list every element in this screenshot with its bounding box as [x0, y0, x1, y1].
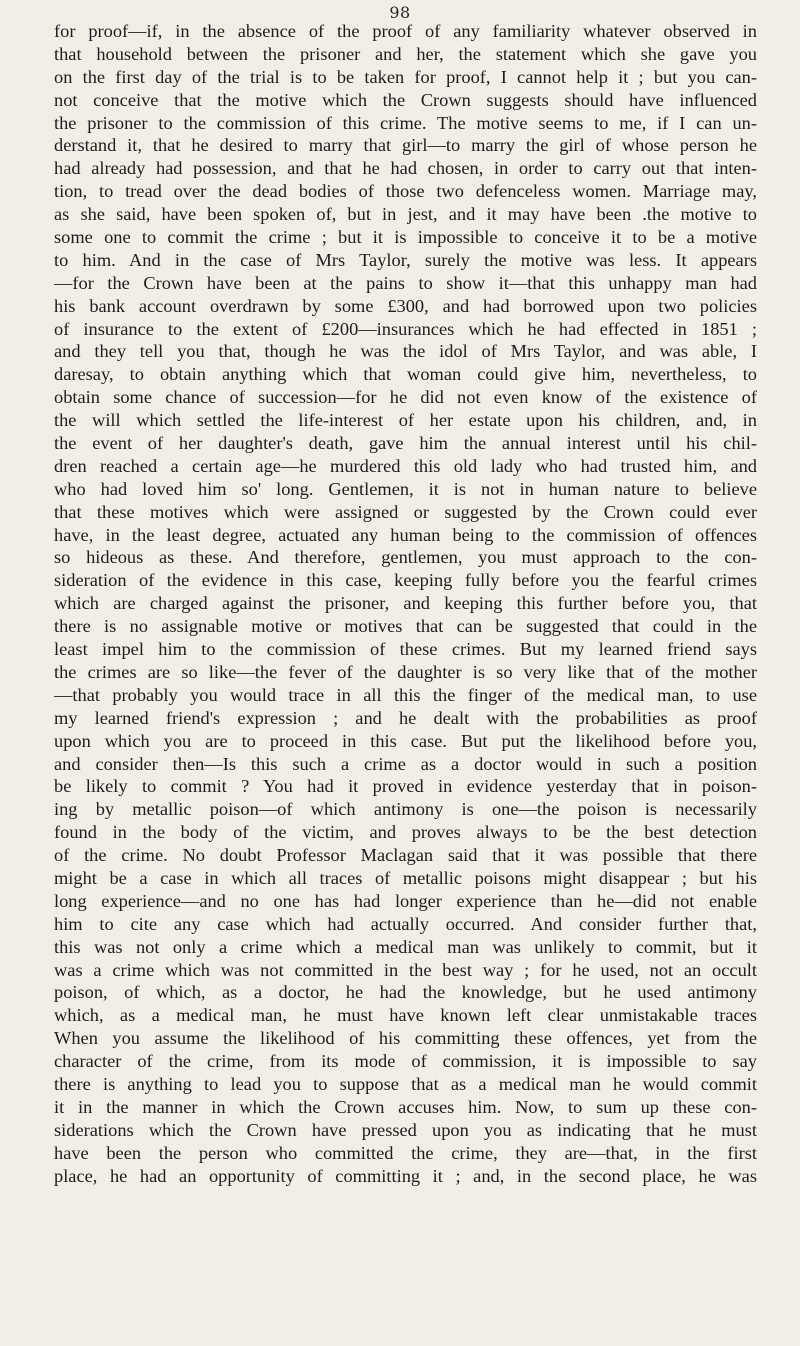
text-line: there is no assignable motive or motives that can be suggested that could in the	[54, 616, 757, 637]
text-line: on the first day of the trial is to be taken for proof, I cannot help it ; but you can-	[54, 66, 757, 87]
text-line: upon which you are to proceed in this case. But put the likelihood before you,	[54, 730, 757, 751]
text-line: as she said, have been spoken of, but in jest, and it may have been .the motive to	[54, 204, 757, 225]
text-line: my learned friend's expression ; and he dealt with the probabilities as proof	[54, 707, 757, 728]
text-line: had already had possession, and that he had chosen, in order to carry out that inten-	[54, 158, 757, 179]
page-number: 98	[389, 3, 411, 22]
text-line: be likely to commit ? You had it proved in evidence yesterday that in poison-	[54, 776, 757, 797]
text-line: derstand it, that he desired to marry that girl—to marry the girl of whose person he	[54, 135, 757, 156]
text-line: least impel him to the commission of these crimes. But my learned friend says	[54, 639, 757, 660]
text-line: daresay, to obtain anything which that woman could give him, nevertheless, to	[54, 364, 757, 385]
text-line: tion, to tread over the dead bodies of those two defenceless women. Marriage may,	[54, 181, 757, 202]
text-line: that household between the prisoner and her, the statement which she gave you	[54, 43, 757, 64]
text-line: sideration of the evidence in this case, keeping fully before you the fearful crimes	[54, 570, 757, 591]
text-line: was a crime which was not committed in the best way ; for he used, not an occult	[54, 959, 757, 980]
text-line: character of the crime, from its mode of commission, it is impossible to say	[54, 1051, 757, 1072]
text-line: not conceive that the motive which the Crown suggests should have influenced	[54, 89, 757, 110]
text-line: the prisoner to the commission of this crime. The motive seems to me, if I can un-	[54, 112, 757, 133]
text-line: the event of her daughter's death, gave him the annual interest until his chil-	[54, 433, 757, 454]
text-line: the will which settled the life-interest of her estate upon his children, and, in	[54, 410, 757, 431]
text-line: to him. And in the case of Mrs Taylor, surely the motive was less. It appears	[54, 249, 757, 270]
text-line: that these motives which were assigned or suggested by the Crown could ever	[54, 501, 757, 522]
text-line: there is anything to lead you to suppose that as a medical man he would commit	[54, 1073, 757, 1094]
text-line: who had loved him so' long. Gentlemen, it is not in human nature to believe	[54, 478, 757, 499]
text-line: for proof—if, in the absence of the proof of any familiarity whatever observed in	[54, 21, 757, 41]
text-line: which are charged against the prisoner, and keeping this further before you, that	[54, 593, 757, 614]
text-line: and they tell you that, though he was the idol of Mrs Taylor, and was able, I	[54, 341, 757, 362]
text-line: so hideous as these. And therefore, gentlemen, you must approach to the con-	[54, 547, 757, 568]
text-line: long experience—and no one has had longer experience than he—did not enable	[54, 890, 757, 911]
text-line: found in the body of the victim, and proves always to be the best detection	[54, 822, 757, 843]
text-line: this was not only a crime which a medical man was unlikely to commit, but it	[54, 936, 757, 957]
text-line: his bank account overdrawn by some £300, and had borrowed upon two policies	[54, 295, 757, 316]
text-line: place, he had an opportunity of committing it ; and, in the second place, he was	[54, 1165, 757, 1186]
text-line: of the crime. No doubt Professor Maclagan said that it was possible that there	[54, 845, 757, 866]
text-line: have, in the least degree, actuated any human being to the commission of offences	[54, 524, 757, 545]
text-line: —that probably you would trace in all this the finger of the medical man, to use	[54, 684, 757, 705]
text-line: When you assume the likelihood of his committing these offences, yet from the	[54, 1028, 757, 1049]
text-line: —for the Crown have been at the pains to show it—that this unhappy man had	[54, 272, 757, 293]
body-text	[54, 20, 757, 1187]
text-line: and consider then—Is this such a crime as a doctor would in such a position	[54, 753, 757, 774]
text-line: poison, of which, as a doctor, he had the knowledge, but he used antimony	[54, 982, 757, 1003]
text-line: it in the manner in which the Crown accuses him. Now, to sum up these con-	[54, 1096, 757, 1117]
text-line: the crimes are so like—the fever of the daughter is so very like that of the mother	[54, 661, 757, 682]
text-line: of insurance to the extent of £200—insurances which he had effected in 1851 ;	[54, 318, 757, 339]
text-line: might be a case in which all traces of metallic poisons might disappear ; but his	[54, 867, 757, 888]
text-line: obtain some chance of succession—for he did not even know of the existence of	[54, 387, 757, 408]
text-line: him to cite any case which had actually occurred. And consider further that,	[54, 913, 757, 934]
text-line: some one to commit the crime ; but it is impossible to conceive it to be a motive	[54, 227, 757, 248]
text-line: have been the person who committed the crime, they are—that, in the first	[54, 1142, 757, 1163]
text-line: dren reached a certain age—he murdered this old lady who had trusted him, and	[54, 455, 757, 476]
text-line: ing by metallic poison—of which antimony is one—the poison is necessarily	[54, 799, 757, 820]
text-line: which, as a medical man, he must have known left clear unmistakable traces	[54, 1005, 757, 1026]
text-line: siderations which the Crown have pressed upon you as indicating that he must	[54, 1119, 757, 1140]
